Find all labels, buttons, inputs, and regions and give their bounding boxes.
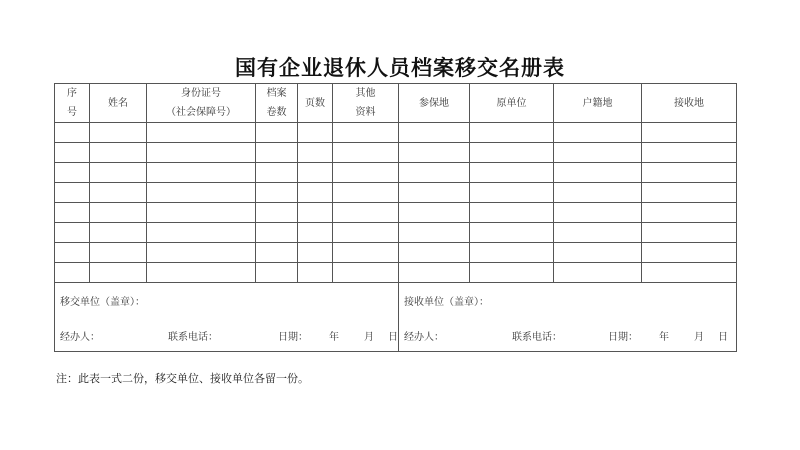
cell-volumes [256,203,298,223]
transfer-unit-label: 移交单位（盖章）： [60,297,145,308]
header-id-line-2: （社会保障号） [166,107,236,118]
transfer-handler-line [60,328,398,343]
cell-other [333,243,399,263]
page-title: 国有企业退休人员档案移交名册表 [235,55,565,80]
cell-pages [298,123,333,143]
cell-orig-unit [470,143,554,163]
cell-name [90,243,147,263]
cell-receiving-place [642,243,737,263]
cell-orig-unit [470,183,554,203]
cell-volumes [256,163,298,183]
cell-receiving-place [642,163,737,183]
receiving-unit-label: 接收单位（盖章）： [404,297,489,308]
cell-orig-unit [470,263,554,283]
footer-row [55,283,737,352]
cell-id [147,243,256,263]
header-volumes [256,84,298,123]
cell-receiving-place [642,183,737,203]
transfer-unit-section [55,283,399,352]
cell-household [554,143,642,163]
cell-other [333,163,399,183]
cell-insured-place [399,263,470,283]
cell-pages [298,183,333,203]
cell-household [554,203,642,223]
table-row [55,223,737,243]
receiving-handler-line [404,328,730,342]
cell-orig-unit [470,163,554,183]
cell-insured-place [399,223,470,243]
cell-receiving-place [642,263,737,283]
transfer-date-label: 日期： [278,332,308,343]
header-pages-label: 页数 [305,97,325,109]
cell-other [333,183,399,203]
cell-seq [55,263,90,283]
cell-pages [298,243,333,263]
register-table [54,83,737,352]
cell-orig-unit [470,243,554,263]
cell-pages [298,163,333,183]
table-row [55,243,737,263]
cell-receiving-place [642,203,737,223]
cell-household [554,223,642,243]
cell-name [90,263,147,283]
header-id [147,84,256,123]
cell-seq [55,163,90,183]
cell-volumes [256,223,298,243]
cell-pages [298,203,333,223]
header-volumes-line-1: 档案 [266,88,287,99]
header-seq-line-2: 号 [67,107,77,118]
cell-insured-place [399,183,470,203]
cell-name [90,183,147,203]
cell-orig-unit [470,223,554,243]
cell-insured-place [399,203,470,223]
header-seq [55,84,90,123]
cell-id [147,263,256,283]
transfer-year-label: 年 [329,332,339,343]
header-household-label: 户籍地 [582,97,613,109]
header-receiving-place [642,84,737,123]
header-name [90,84,147,123]
header-seq-line-1: 序 [67,88,77,99]
cell-other [333,263,399,283]
cell-volumes [256,123,298,143]
table-row [55,203,737,223]
cell-receiving-place [642,123,737,143]
header-household [554,84,642,123]
header-other-line-1: 其他 [355,88,376,99]
header-other-line-2: 资料 [355,107,376,118]
header-orig-unit-label: 原单位 [496,97,527,109]
cell-seq [55,243,90,263]
receiving-unit-section [399,283,737,352]
cell-id [147,223,256,243]
table-row [55,183,737,203]
cell-volumes [256,243,298,263]
transfer-day-label: 日 [388,332,398,343]
cell-seq [55,123,90,143]
cell-id [147,203,256,223]
cell-pages [298,143,333,163]
table-row [55,143,737,163]
table-row [55,163,737,183]
cell-orig-unit [470,123,554,143]
header-volumes-line-2: 卷数 [266,107,287,118]
table-row [55,263,737,283]
cell-pages [298,223,333,243]
cell-seq [55,143,90,163]
cell-orig-unit [470,203,554,223]
cell-volumes [256,263,298,283]
cell-seq [55,223,90,243]
header-name-label: 姓名 [108,97,128,109]
header-row [55,84,737,123]
receiving-date-label: 日期： [608,332,638,343]
cell-id [147,123,256,143]
cell-receiving-place [642,223,737,243]
receiving-year-label: 年 [659,332,669,343]
cell-volumes [256,143,298,163]
cell-name [90,163,147,183]
cell-household [554,243,642,263]
cell-name [90,143,147,163]
receiving-day-label: 日 [718,332,728,343]
cell-id [147,143,256,163]
cell-household [554,183,642,203]
cell-other [333,143,399,163]
cell-insured-place [399,123,470,143]
cell-other [333,123,399,143]
cell-name [90,123,147,143]
header-insured-place [399,84,470,123]
cell-seq [55,203,90,223]
cell-insured-place [399,143,470,163]
cell-household [554,123,642,143]
transfer-handler-label: 经办人： [60,332,100,343]
cell-household [554,163,642,183]
header-orig-unit [470,84,554,123]
cell-seq [55,183,90,203]
footnote: 注：此表一式二份，移交单位、接收单位各留一份。 [56,372,309,385]
header-other [333,84,399,123]
cell-receiving-place [642,143,737,163]
cell-other [333,223,399,243]
cell-insured-place [399,243,470,263]
transfer-month-label: 月 [364,332,374,343]
transfer-phone-label: 联系电话： [168,332,218,343]
cell-insured-place [399,163,470,183]
receiving-month-label: 月 [694,332,704,343]
header-receiving-place-label: 接收地 [674,97,704,109]
cell-id [147,183,256,203]
header-insured-place-label: 参保地 [419,97,449,109]
cell-household [554,263,642,283]
cell-volumes [256,183,298,203]
table-row [55,123,737,143]
header-id-line-1: 身份证号 [181,88,221,99]
cell-name [90,203,147,223]
cell-name [90,223,147,243]
cell-id [147,163,256,183]
cell-pages [298,263,333,283]
header-pages [298,84,333,123]
receiving-phone-label: 联系电话： [512,332,562,343]
cell-other [333,203,399,223]
receiving-handler-label: 经办人： [404,332,444,343]
